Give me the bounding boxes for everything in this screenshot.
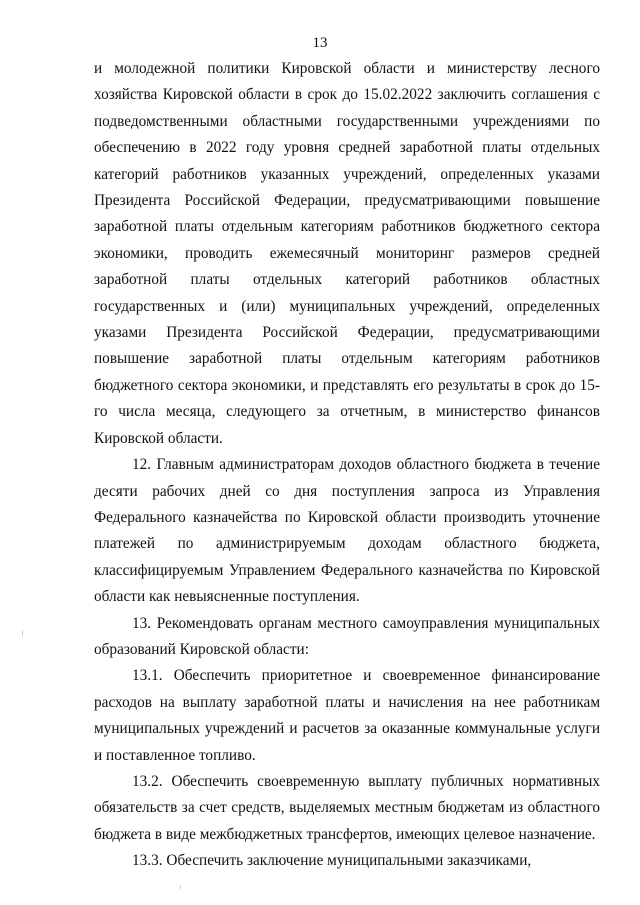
scan-artifact-mark bbox=[22, 630, 23, 636]
paragraph-item-13-3: 13.3. Обеспечить заключение муниципальными заказчиками, bbox=[132, 852, 532, 870]
paragraph-item-13-1: 13.1. Обеспечить приоритетное и своевременное финансирование расходов на выплату заработной платы и начисления на нее работникам муниципальных учреждений и расчетов за оказанные коммунальные услуги и поставленное топливо. bbox=[94, 667, 600, 764]
paragraph-continuation: и молодежной политики Кировской области и министерству лесного хозяйства Кировской области в срок до 15.02.2022 заключить соглашения с подведомственными областными государственными учреждениями по обеспечению в 2022 году уровня средней заработной платы отдельных категорий работников указанных учреждений, определенных указами Президента Российской Федерации, предусматривающими повышение заработной платы отдельным категориям работников бюджетного сектора экономики, проводить ежемесячный мониторинг размеров средней заработной платы отдельных категорий работников областных государственных и (или) муниципальных учреждений, определенных указами Президента Российской Федерации, предусматривающими повышение заработной платы отдельным категориям работников бюджетного сектора экономики, и представлять его результаты в срок до 15-го числа месяца, следующего за отчетным, в министерство финансов Кировской области. bbox=[94, 60, 600, 447]
paragraph-item-13: 13. Рекомендовать органам местного самоуправления муниципальных образований Кировской области: bbox=[94, 614, 600, 658]
page-number: 13 bbox=[312, 35, 328, 51]
document-body bbox=[94, 56, 600, 875]
paragraph-item-13-2: 13.2. Обеспечить своевременную выплату публичных нормативных обязательств за счет средств, выделяемых местным бюджетам из областного бюджета в виде межбюджетных трансфертов, имеющих целевое назначение. bbox=[94, 772, 600, 843]
scan-artifact-mark bbox=[180, 885, 181, 889]
paragraph-item-12: 12. Главным администраторам доходов областного бюджета в течение десяти рабочих дней со дня поступления запроса из Управления Федерального казначейства по Кировской области производить уточнение платежей по администрируемым доходам областного бюджета, классифицируемым Управлением Федерального казначейства по Кировской области как невыясненные поступления. bbox=[94, 456, 600, 606]
